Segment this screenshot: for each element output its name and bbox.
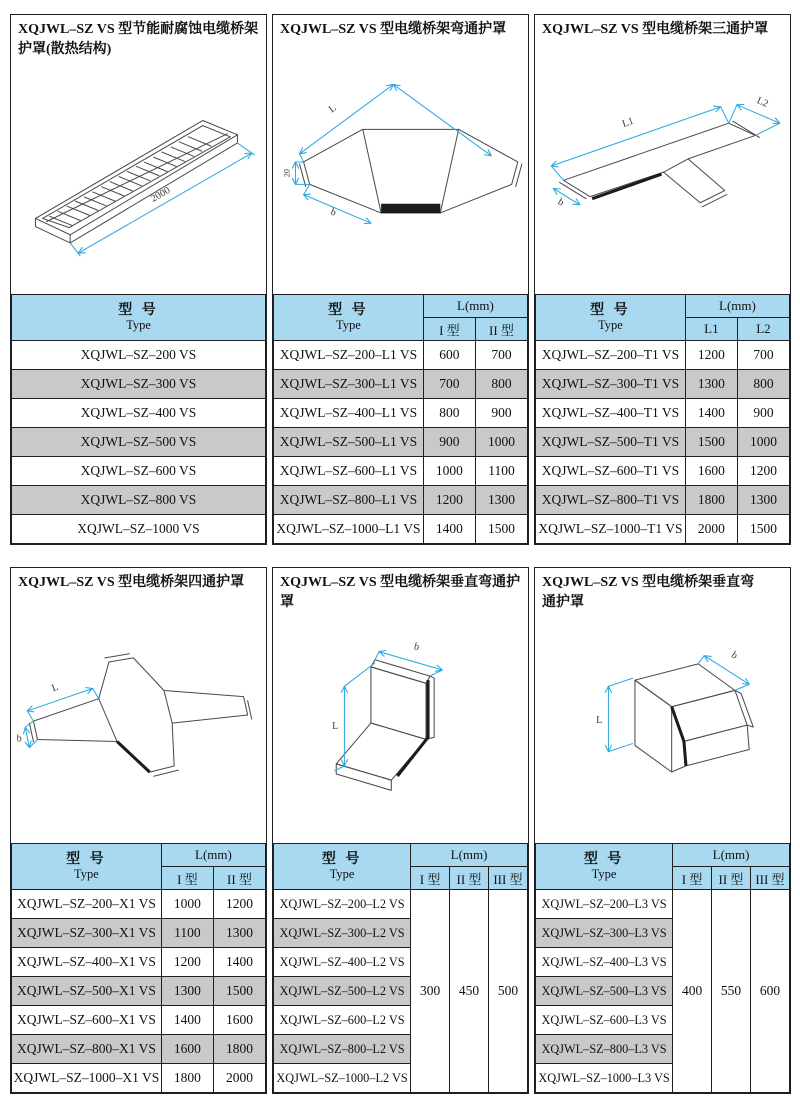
table-row	[536, 515, 790, 544]
value-cell: 550	[712, 890, 751, 1093]
model-cell: XQJWL–SZ–1000–T1 VS	[536, 515, 686, 544]
model-cell: XQJWL–SZ–300–X1 VS	[12, 919, 162, 948]
model-cell: XQJWL–SZ–300–L1 VS	[274, 370, 424, 399]
type-header	[536, 295, 686, 341]
size-subheader: I 型	[673, 867, 712, 890]
model-cell: XQJWL–SZ–200 VS	[12, 341, 266, 370]
size-header: L(mm)	[161, 844, 265, 867]
value-cell: 900	[737, 399, 789, 428]
model-cell: XQJWL–SZ–300 VS	[12, 370, 266, 399]
model-cell: XQJWL–SZ–400 VS	[12, 399, 266, 428]
value-cell: 1600	[213, 1006, 265, 1035]
spec-table-vertical-bend	[273, 843, 528, 1093]
table-row	[12, 1006, 266, 1035]
model-cell: XQJWL–SZ–1000 VS	[12, 515, 266, 544]
type-header	[12, 295, 266, 341]
value-cell: 1300	[685, 370, 737, 399]
value-cell: 500	[488, 890, 527, 1093]
value-cell: 800	[737, 370, 789, 399]
value-cell: 1000	[423, 457, 475, 486]
value-cell: 1100	[475, 457, 527, 486]
size-subheader: L2	[737, 318, 789, 341]
model-cell: XQJWL–SZ–600–T1 VS	[536, 457, 686, 486]
value-cell: 600	[423, 341, 475, 370]
model-cell: XQJWL–SZ–500–X1 VS	[12, 977, 162, 1006]
value-cell: 1200	[213, 890, 265, 919]
model-cell: XQJWL–SZ–500–T1 VS	[536, 428, 686, 457]
drawing-cross	[11, 593, 266, 843]
model-cell: XQJWL–SZ–300–L2 VS	[274, 919, 411, 948]
type-header-zh: 型 号	[321, 851, 363, 867]
model-cell: XQJWL–SZ–400–L1 VS	[274, 399, 424, 428]
value-cell: 1500	[737, 515, 789, 544]
model-cell: XQJWL–SZ–600–L2 VS	[274, 1006, 411, 1035]
value-cell: 900	[475, 399, 527, 428]
type-header-zh: 型 号	[583, 851, 625, 867]
dim-label-l: L	[596, 714, 603, 726]
type-header-en: Type	[126, 318, 151, 333]
size-subheader: II 型	[213, 867, 265, 890]
elbow-isometric-drawing	[273, 40, 528, 294]
size-subheader: I 型	[411, 867, 450, 890]
type-header	[274, 295, 424, 341]
value-cell: 700	[737, 341, 789, 370]
model-cell: XQJWL–SZ–400–L3 VS	[536, 948, 673, 977]
table-row	[12, 399, 266, 428]
model-cell: XQJWL–SZ–800 VS	[12, 486, 266, 515]
model-cell: XQJWL–SZ–1000–L2 VS	[274, 1064, 411, 1093]
size-header: L(mm)	[423, 295, 527, 318]
model-cell: XQJWL–SZ–200–T1 VS	[536, 341, 686, 370]
type-header-zh: 型 号	[328, 302, 369, 318]
value-cell: 400	[673, 890, 712, 1093]
table-row	[274, 486, 528, 515]
table-row	[536, 428, 790, 457]
value-cell: 800	[423, 399, 475, 428]
panel-title: XQJWL–SZ VS 型电缆桥架垂直弯通护罩	[542, 575, 755, 610]
model-cell: XQJWL–SZ–200–X1 VS	[12, 890, 162, 919]
value-cell: 1300	[737, 486, 789, 515]
table-row	[274, 399, 528, 428]
size-header: L(mm)	[411, 844, 528, 867]
value-cell: 1300	[475, 486, 527, 515]
spec-table-straight	[11, 294, 266, 544]
drawing-vertical-outer-bend	[535, 613, 790, 843]
dim-label-b: b	[412, 640, 421, 653]
value-cell: 1300	[161, 977, 213, 1006]
panel-title: XQJWL–SZ VS 型节能耐腐蚀电缆桥架护罩(散热结构)	[18, 22, 259, 57]
table-row	[12, 341, 266, 370]
model-cell: XQJWL–SZ–600–L1 VS	[274, 457, 424, 486]
table-row	[274, 890, 528, 919]
value-cell: 1600	[685, 457, 737, 486]
dim-label-l: L	[332, 720, 339, 732]
value-cell: 1800	[685, 486, 737, 515]
model-cell: XQJWL–SZ–800–L2 VS	[274, 1035, 411, 1064]
model-cell: XQJWL–SZ–400–X1 VS	[12, 948, 162, 977]
panel-title: XQJWL–SZ VS 型电缆桥架四通护罩	[18, 575, 245, 590]
value-cell: 2000	[685, 515, 737, 544]
value-cell: 1500	[685, 428, 737, 457]
table-row	[274, 457, 528, 486]
table-row	[12, 977, 266, 1006]
model-cell: XQJWL–SZ–600–L3 VS	[536, 1006, 673, 1035]
size-header: L(mm)	[673, 844, 790, 867]
size-subheader: II 型	[450, 867, 489, 890]
table-row	[536, 457, 790, 486]
panel-title: XQJWL–SZ VS 型电缆桥架弯通护罩	[280, 22, 507, 37]
table-row	[274, 515, 528, 544]
model-cell: XQJWL–SZ–500 VS	[12, 428, 266, 457]
type-header-en: Type	[336, 318, 361, 333]
table-row	[12, 1035, 266, 1064]
dim-label-b: b	[16, 733, 22, 745]
table-row	[12, 457, 266, 486]
dim-label-b: b	[328, 206, 338, 219]
value-cell: 1400	[423, 515, 475, 544]
vertical-outer-bend-isometric-drawing	[535, 613, 790, 843]
value-cell: 1200	[423, 486, 475, 515]
panel-vertical-bend-cover	[272, 567, 529, 1094]
panel-elbow-cover	[272, 14, 529, 545]
table-row	[536, 341, 790, 370]
drawing-elbow	[273, 40, 528, 294]
model-cell: XQJWL–SZ–400–T1 VS	[536, 399, 686, 428]
model-cell: XQJWL–SZ–500–L3 VS	[536, 977, 673, 1006]
value-cell: 700	[475, 341, 527, 370]
table-row	[12, 1064, 266, 1093]
model-cell: XQJWL–SZ–600–X1 VS	[12, 1006, 162, 1035]
size-subheader: I 型	[161, 867, 213, 890]
value-cell: 1100	[161, 919, 213, 948]
table-row	[12, 890, 266, 919]
value-cell: 1400	[161, 1006, 213, 1035]
value-cell: 1800	[161, 1064, 213, 1093]
panel-title: XQJWL–SZ VS 型电缆桥架垂直弯通护罩	[280, 575, 521, 610]
table-row	[12, 370, 266, 399]
type-header-zh: 型 号	[66, 851, 107, 867]
value-cell: 1400	[685, 399, 737, 428]
value-cell: 450	[450, 890, 489, 1093]
type-header	[274, 844, 411, 890]
panel-straight-cover	[10, 14, 267, 545]
dim-label-l: L	[50, 681, 60, 695]
size-subheader: I 型	[423, 318, 475, 341]
table-row	[274, 370, 528, 399]
type-header	[536, 844, 673, 890]
model-cell: XQJWL–SZ–300–L3 VS	[536, 919, 673, 948]
model-cell: XQJWL–SZ–500–L1 VS	[274, 428, 424, 457]
value-cell: 1400	[213, 948, 265, 977]
dim-label-l2: L2	[755, 95, 770, 110]
type-header	[12, 844, 162, 890]
value-cell: 800	[475, 370, 527, 399]
table-row	[12, 948, 266, 977]
panel-tee-cover	[534, 14, 791, 545]
drawing-straight-tray	[11, 60, 266, 294]
table-row	[12, 515, 266, 544]
panel-vertical-outer-bend-cover	[534, 567, 791, 1094]
spec-table-vertical-outer-bend	[535, 843, 790, 1093]
value-cell: 1200	[161, 948, 213, 977]
table-row	[536, 486, 790, 515]
straight-tray-isometric-drawing	[11, 60, 266, 294]
model-cell: XQJWL–SZ–200–L3 VS	[536, 890, 673, 919]
table-row	[536, 399, 790, 428]
dim-label-l1: L1	[620, 115, 636, 130]
value-cell: 2000	[213, 1064, 265, 1093]
model-cell: XQJWL–SZ–800–L3 VS	[536, 1035, 673, 1064]
drawing-tee	[535, 40, 790, 294]
model-cell: XQJWL–SZ–300–T1 VS	[536, 370, 686, 399]
type-header-en: Type	[591, 867, 617, 882]
model-cell: XQJWL–SZ–800–T1 VS	[536, 486, 686, 515]
type-header-zh: 型 号	[590, 302, 631, 318]
size-subheader: L1	[685, 318, 737, 341]
model-cell: XQJWL–SZ–800–X1 VS	[12, 1035, 162, 1064]
value-cell: 1600	[161, 1035, 213, 1064]
size-header: L(mm)	[685, 295, 789, 318]
value-cell: 1200	[737, 457, 789, 486]
size-subheader: III 型	[488, 867, 527, 890]
value-cell: 1500	[213, 977, 265, 1006]
model-cell: XQJWL–SZ–1000–X1 VS	[12, 1064, 162, 1093]
value-cell: 1000	[161, 890, 213, 919]
tee-isometric-drawing	[535, 40, 790, 294]
table-row	[274, 341, 528, 370]
table-row	[12, 486, 266, 515]
dim-label-20: 20	[282, 168, 292, 178]
dim-label-b: b	[729, 649, 740, 662]
value-cell: 1300	[213, 919, 265, 948]
model-cell: XQJWL–SZ–600 VS	[12, 457, 266, 486]
value-cell: 1500	[475, 515, 527, 544]
drawing-vertical-bend	[273, 613, 528, 843]
type-header-en: Type	[74, 867, 99, 882]
panel-title: XQJWL–SZ VS 型电缆桥架三通护罩	[542, 22, 769, 37]
size-subheader: II 型	[712, 867, 751, 890]
table-row	[536, 370, 790, 399]
model-cell: XQJWL–SZ–400–L2 VS	[274, 948, 411, 977]
vertical-bend-isometric-drawing	[273, 613, 528, 843]
spec-table-tee	[535, 294, 790, 544]
value-cell: 900	[423, 428, 475, 457]
table-row	[12, 428, 266, 457]
table-row	[12, 919, 266, 948]
value-cell: 1200	[685, 341, 737, 370]
spec-table-elbow	[273, 294, 528, 544]
size-subheader: II 型	[475, 318, 527, 341]
dim-label-l: L	[326, 102, 339, 116]
cross-isometric-drawing	[11, 593, 266, 843]
value-cell: 1800	[213, 1035, 265, 1064]
model-cell: XQJWL–SZ–500–L2 VS	[274, 977, 411, 1006]
dim-label-length: 2000	[149, 184, 173, 205]
model-cell: XQJWL–SZ–1000–L3 VS	[536, 1064, 673, 1093]
model-cell: XQJWL–SZ–200–L1 VS	[274, 341, 424, 370]
dim-label-b: b	[555, 196, 566, 209]
table-row	[536, 890, 790, 919]
table-row	[274, 428, 528, 457]
value-cell: 300	[411, 890, 450, 1093]
spec-table-cross	[11, 843, 266, 1093]
size-subheader: III 型	[750, 867, 789, 890]
model-cell: XQJWL–SZ–800–L1 VS	[274, 486, 424, 515]
value-cell: 700	[423, 370, 475, 399]
value-cell: 1000	[737, 428, 789, 457]
model-cell: XQJWL–SZ–200–L2 VS	[274, 890, 411, 919]
value-cell: 600	[750, 890, 789, 1093]
type-header-en: Type	[329, 867, 355, 882]
type-header-zh: 型 号	[118, 302, 159, 318]
type-header-en: Type	[598, 318, 623, 333]
model-cell: XQJWL–SZ–1000–L1 VS	[274, 515, 424, 544]
value-cell: 1000	[475, 428, 527, 457]
panel-cross-cover	[10, 567, 267, 1094]
